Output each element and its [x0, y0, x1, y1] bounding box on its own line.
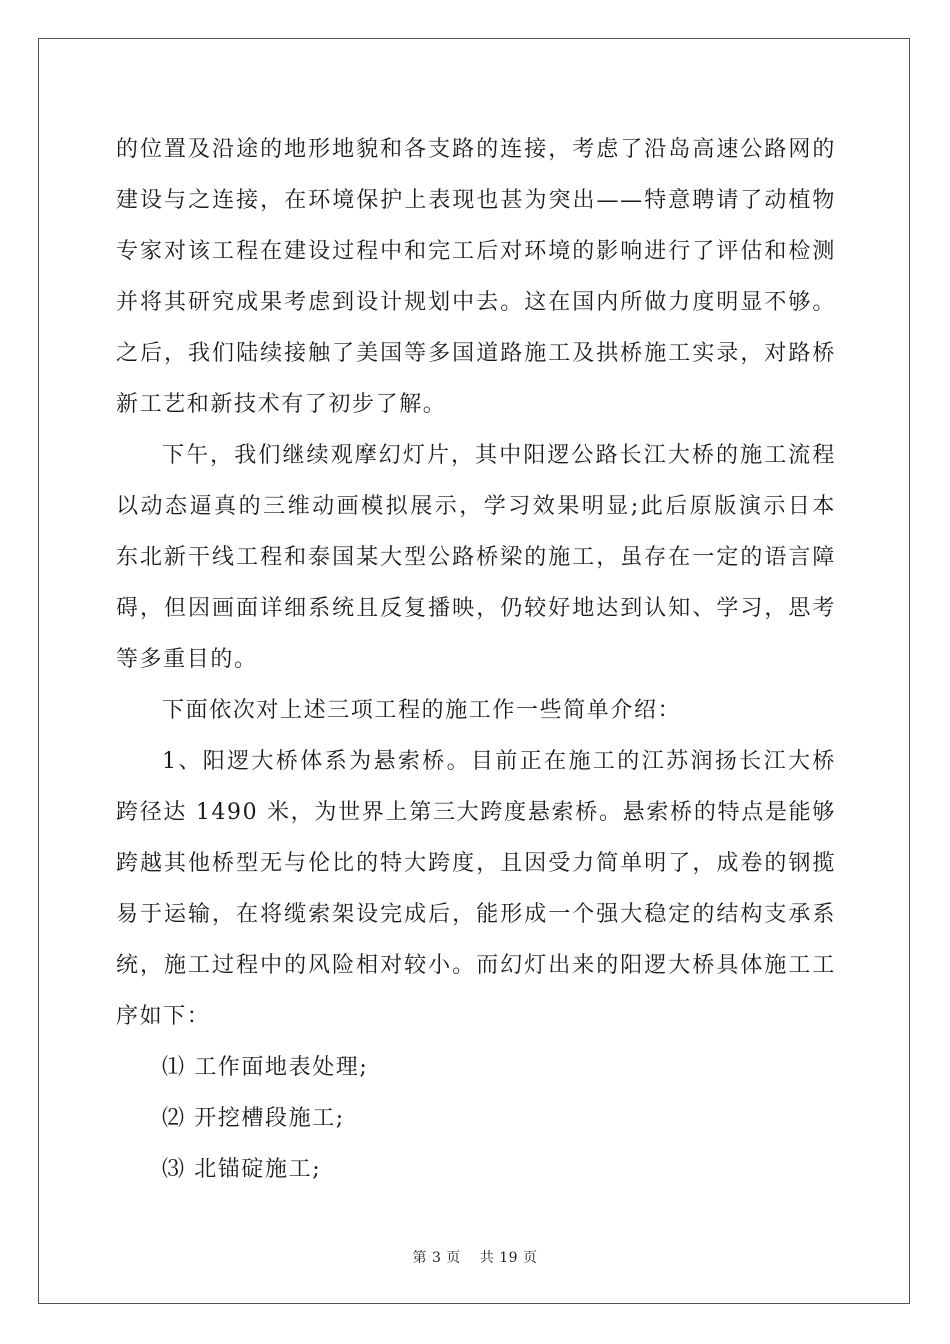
text-line: 1、阳逻大桥体系为悬索桥。目前正在施工的江苏润扬长江大桥 — [162, 749, 836, 774]
text-line: 建设与之连接，在环境保护上表现也甚为突出——特意聘请了动植物 — [116, 188, 836, 213]
page-number: 第 3 页 — [412, 1250, 461, 1266]
text-line: 的位置及沿途的地形地貌和各支路的连接，考虑了沿岛高速公路网的 — [116, 137, 836, 162]
text-line: 跨径达 1490 米，为世界上第三大跨度悬索桥。悬索桥的特点是能够 — [116, 800, 836, 825]
text-line: 统，施工过程中的风险相对较小。而幻灯出来的阳逻大桥具体施工工 — [116, 953, 836, 978]
text-line: 之后，我们陆续接触了美国等多国道路施工及拱桥施工实录，对路桥 — [116, 341, 836, 366]
text-line: 跨越其他桥型无与伦比的特大跨度，且因受力简单明了，成卷的钢揽 — [116, 851, 836, 876]
text-line: 下午，我们继续观摩幻灯片，其中阳逻公路长江大桥的施工流程 — [162, 443, 836, 468]
text-line: 易于运输，在将缆索架设完成后，能形成一个强大稳定的结构支承系 — [116, 902, 836, 927]
text-line: 专家对该工程在建设过程中和完工后对环境的影响进行了评估和检测 — [116, 239, 836, 264]
text-line: ⑶ 北锚碇施工; — [162, 1157, 322, 1182]
document-body — [116, 128, 836, 1199]
text-line: 并将其研究成果考虑到设计规划中去。这在国内所做力度明显不够。 — [116, 290, 836, 315]
page-footer — [0, 1247, 950, 1267]
text-line: ⑴ 工作面地表处理; — [162, 1055, 369, 1080]
text-line: 序如下： — [116, 1004, 211, 1029]
text-line: 下面依次对上述三项工程的施工作一些简单介绍： — [162, 698, 682, 723]
text-line: 等多重目的。 — [116, 647, 258, 672]
text-line: 新工艺和新技术有了初步了解。 — [116, 392, 447, 417]
page-total: 共 19 页 — [479, 1250, 538, 1266]
text-line: 以动态逼真的三维动画模拟展示，学习效果明显;此后原版演示日本 — [116, 494, 836, 519]
text-line: 碍，但因画面详细系统且反复播映，仍较好地达到认知、学习，思考 — [116, 596, 836, 621]
text-line: 东北新干线工程和泰国某大型公路桥梁的施工，虽存在一定的语言障 — [116, 545, 836, 570]
text-line: ⑵ 开挖槽段施工; — [162, 1106, 345, 1131]
